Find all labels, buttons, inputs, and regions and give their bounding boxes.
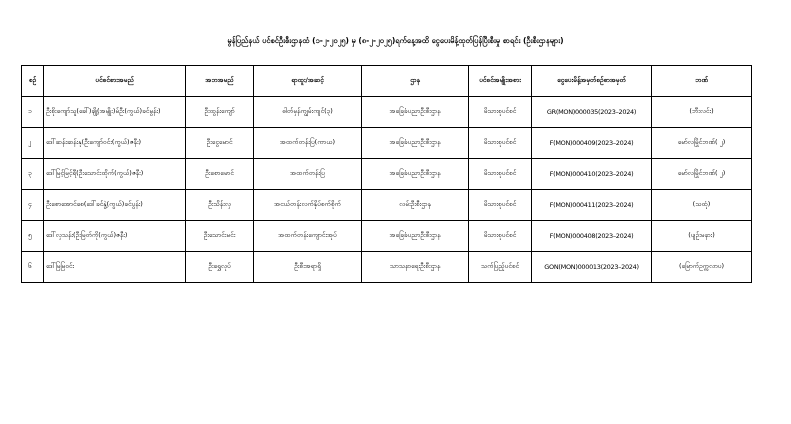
table-header-row	[22, 66, 752, 97]
table-row	[22, 252, 752, 283]
row-order-number: F(MON)000410(2023–2024)	[532, 159, 652, 190]
header-pensioner-name: ပင်စင်စားအမည်	[44, 66, 186, 97]
row-order-number: GR(MON)000035(2023–2024)	[532, 97, 652, 128]
row-father-name: ဦးသိန်းလှ	[186, 190, 254, 221]
row-order-number: F(MON)000408(2023–2024)	[532, 221, 652, 252]
table-row	[22, 159, 752, 190]
row-serial: ၅	[22, 221, 44, 252]
row-serial: ၁	[22, 97, 44, 128]
row-pensioner-name: ဒေါ်လှသန်း(ဦးမြတ်ကို(ကွယ်)ဇနီး)	[44, 221, 186, 252]
row-rank: ဦးစီးအရာရှိ	[254, 252, 362, 283]
row-pension-type: မိသားစုပင်စင်	[469, 97, 532, 128]
row-order-number: F(MON)000409(2023–2024)	[532, 128, 652, 159]
header-department: ဌာန	[362, 66, 469, 97]
row-department: အခြေခံပညာဦးစီးဌာန	[362, 221, 469, 252]
row-father-name: ဦးစောမောင်	[186, 159, 254, 190]
row-pensioner-name: ဦးစိုးကျော်သူ(ခေါ်)ချို့(အမျိုး)မ်ဦး(ကွယ်)ခင်မွန်း)	[44, 97, 186, 128]
pension-records-table	[21, 65, 752, 283]
row-department: အခြေခံပညာဦးစီးဌာန	[362, 128, 469, 159]
header-order-number: ငွေပေးမိန့်အမှတ်စဉ်စာအမှတ်	[532, 66, 652, 97]
row-department: အခြေခံပညာဦးစီးဌာန	[362, 97, 469, 128]
row-father-name: ဦးရွှေလုပ်	[186, 252, 254, 283]
row-department: သာသနာရေးဦးစီးဌာန	[362, 252, 469, 283]
row-pensioner-name: ဦးစောအောင်စေ(ဒေါ်ခင်နွဲ့(ကွယ်)ခင်ပွန်း)	[44, 190, 186, 221]
header-pension-type: ပင်စင်အမျိုးအစား	[469, 66, 532, 97]
header-rank: ရာထူး/အဆင့်	[254, 66, 362, 97]
table-row	[22, 190, 752, 221]
document-title: မွန်ပြည်နယ် ပင်စင်ဦးစီးဌာနထံ (၁-၂-၂၀၂၅) မှ (၈-၂-၂၀၂၅)ရက်နေ့အထိ ငွေပေးမိန့်ထုတ်ပြန်ပြီးစီးမှု စာရင်း (ဦးစီးဌာနများ)	[227, 36, 564, 45]
table-row	[22, 128, 752, 159]
row-serial: ၂	[22, 128, 44, 159]
table-row	[22, 221, 752, 252]
row-order-number: GON(MON)000013(2023–2024)	[532, 252, 652, 283]
row-bank: မော်လမြိုင်ဘဏ်( ၂)	[652, 159, 752, 190]
row-pension-type: မိသားစုပင်စင်	[469, 128, 532, 159]
row-rank: အထက်တန်းပြ(ကာယ)	[254, 128, 362, 159]
row-rank: အငယ်တန်းလက်နှိပ်စက်စိုက်	[254, 190, 362, 221]
row-pension-type: သက်ပြည့်ပင်စင်	[469, 252, 532, 283]
table-row	[22, 97, 752, 128]
row-serial: ၄	[22, 190, 44, 221]
row-bank: မော်လမြိုင်ဘဏ်( ၂)	[652, 128, 752, 159]
row-rank: အထက်တန်းပြ	[254, 159, 362, 190]
row-serial: ၆	[22, 252, 44, 283]
row-pensioner-name: ဒေါ်မြင့်မြင့်ရီ(ဦးသောင်းထိုက်(ကွယ်)ဇနီး)	[44, 159, 186, 190]
row-bank: (သထုံ)	[652, 190, 752, 221]
row-rank: အထက်တန်းကျောင်းအုပ်	[254, 221, 362, 252]
row-pensioner-name: ဒေါ်ဆန်းဆန်းနု(ဦးကျော်ဝင်း(ကွယ်)ဇနီး)	[44, 128, 186, 159]
row-bank: (ဘီးလင်း)	[652, 97, 752, 128]
row-department: အခြေခံပညာဦးစီးဌာန	[362, 159, 469, 190]
row-pension-type: မိသားစုပင်စင်	[469, 159, 532, 190]
header-father-name: အဘအမည်	[186, 66, 254, 97]
header-serial: စဉ်	[22, 66, 44, 97]
row-father-name: ဦးထွန်းကျော်	[186, 97, 254, 128]
row-bank: (ပျဉ်းမနား)	[652, 221, 752, 252]
row-rank: ဓါတ်မှန်ကျွမ်းကျင်(၃)	[254, 97, 362, 128]
row-order-number: F(MON)000411(2023–2024)	[532, 190, 652, 221]
row-pension-type: မိသားစုပင်စင်	[469, 221, 532, 252]
header-bank: ဘဏ်	[652, 66, 752, 97]
row-father-name: ဦးငွေမောင်	[186, 128, 254, 159]
row-pensioner-name: ဒေါ်မြမြဝင်း	[44, 252, 186, 283]
row-father-name: ဦးသောင်းမင်း	[186, 221, 254, 252]
row-bank: (မြောက်ဥက္ကလာပ)	[652, 252, 752, 283]
row-department: လမ်းဦးစီးဌာန	[362, 190, 469, 221]
row-pension-type: မိသားစုပင်စင်	[469, 190, 532, 221]
row-serial: ၃	[22, 159, 44, 190]
